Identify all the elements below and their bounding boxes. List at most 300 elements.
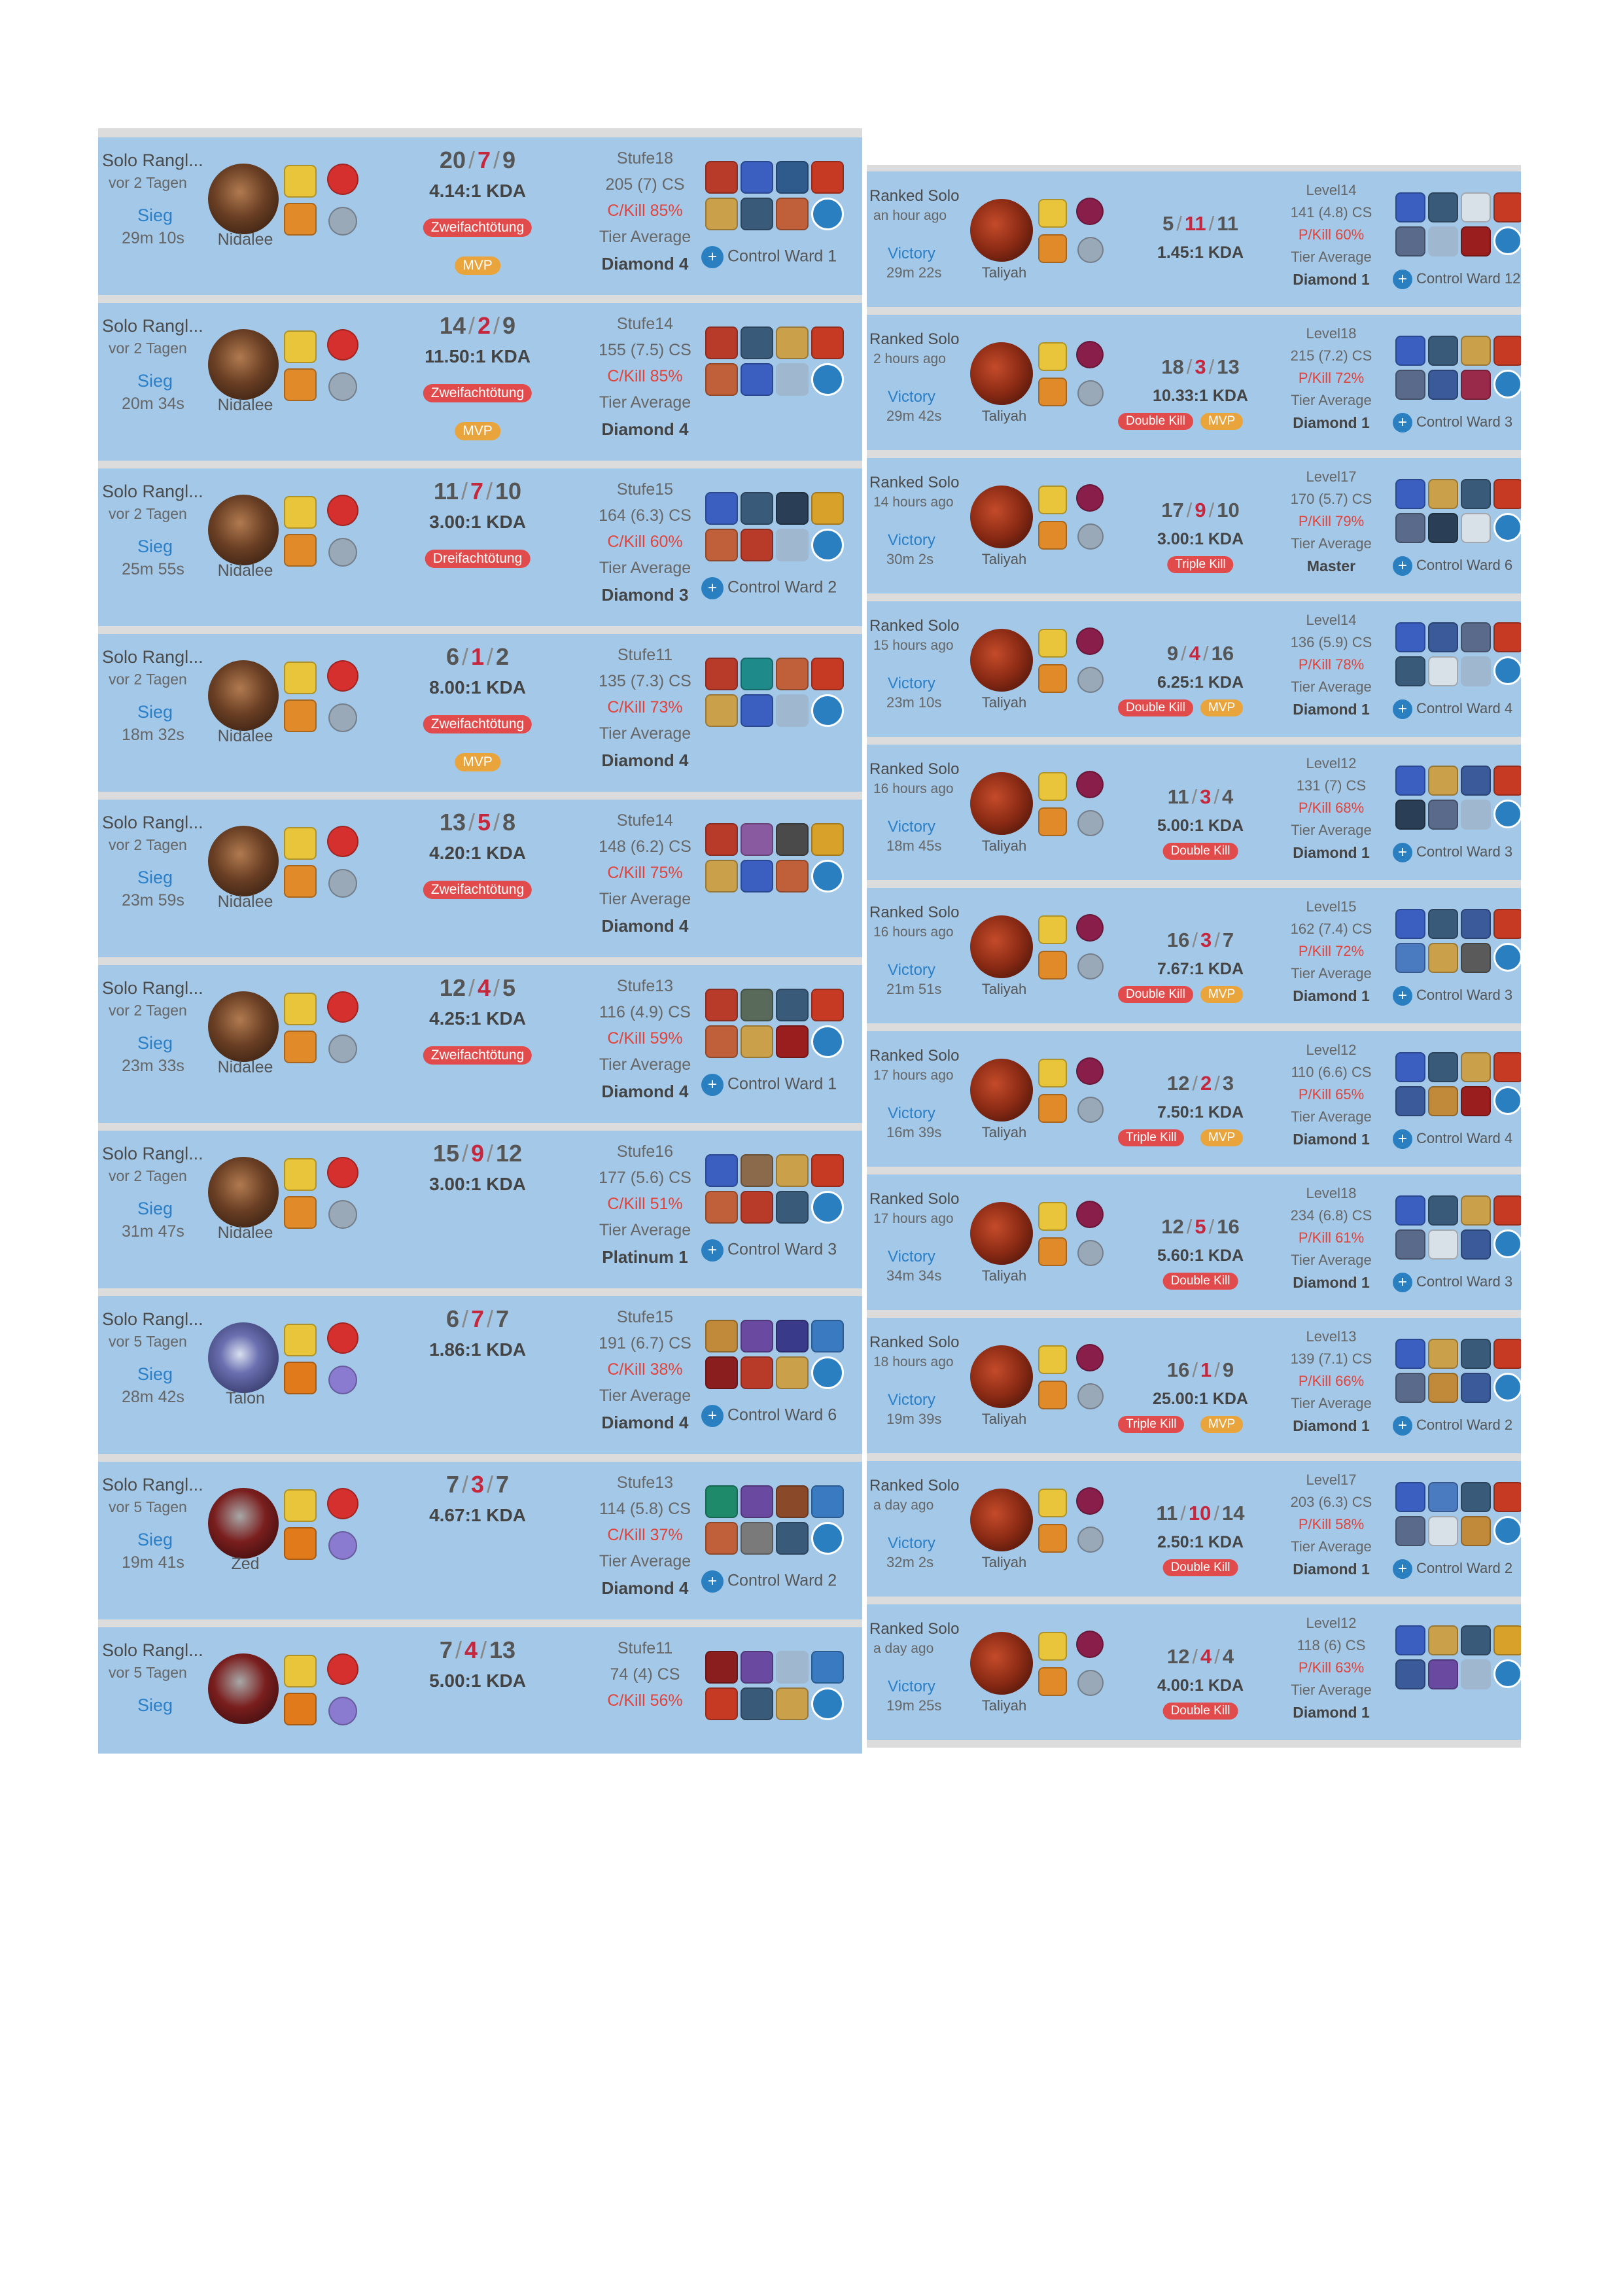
item-icon[interactable]: [811, 1320, 844, 1352]
item-icon[interactable]: [741, 198, 773, 230]
ward-icon: +: [701, 1239, 724, 1262]
trinket-ward-icon[interactable]: [811, 1191, 844, 1224]
time-ago: vor 2 Tagen: [109, 836, 187, 853]
champion-portrait[interactable]: [970, 1202, 1033, 1265]
match-duration: 19m 25s: [886, 1697, 942, 1714]
champion-level: Level17: [1306, 1472, 1357, 1488]
champion-level: Stufe15: [616, 1308, 674, 1326]
item-icon[interactable]: [705, 363, 738, 396]
trinket-ward-icon[interactable]: [811, 860, 844, 892]
item-icon[interactable]: [705, 1191, 738, 1224]
trinket-ward-icon[interactable]: [811, 1356, 844, 1389]
champion-portrait[interactable]: [208, 1157, 279, 1227]
multikill-badge: Dreifachtötung: [425, 550, 531, 568]
item-icon[interactable]: [1428, 479, 1458, 509]
item-icon[interactable]: [1461, 943, 1491, 973]
summoner-spell-icon: [1076, 771, 1104, 798]
kda-ratio: 4.00:1 KDA: [1157, 1676, 1244, 1695]
champion-portrait[interactable]: [208, 660, 279, 731]
time-ago: vor 2 Tagen: [109, 174, 187, 191]
trinket-ward-icon[interactable]: [811, 1025, 844, 1058]
item-icon[interactable]: [1461, 1195, 1491, 1226]
item-icon[interactable]: [1395, 622, 1425, 652]
tier-average-label: Tier Average: [1291, 822, 1372, 838]
item-icon[interactable]: [1493, 622, 1521, 652]
kda-separator: /: [1192, 1072, 1198, 1095]
item-icon[interactable]: [705, 860, 738, 892]
champion-portrait[interactable]: [208, 1488, 279, 1559]
tier-average: Platinum 1: [602, 1247, 688, 1267]
item-icon[interactable]: [1461, 1339, 1491, 1369]
queue-type: Ranked Solo: [869, 904, 960, 921]
item-icon[interactable]: [1428, 1659, 1458, 1689]
item-icon[interactable]: [1428, 1482, 1458, 1512]
queue-type: Solo Rangl...: [102, 978, 203, 998]
secondary-rune-icon: [1038, 1381, 1067, 1409]
item-icon[interactable]: [705, 1687, 738, 1720]
item-icon[interactable]: [1461, 370, 1491, 400]
match-card[interactable]: [867, 1461, 1521, 1604]
item-icon[interactable]: [1461, 192, 1491, 222]
kda-separator: /: [1192, 928, 1198, 951]
item-icon[interactable]: [741, 492, 773, 525]
item-icon[interactable]: [1395, 226, 1425, 256]
match-card[interactable]: [98, 1627, 862, 1754]
item-icon[interactable]: [741, 1522, 773, 1555]
keystone-rune-icon: [1038, 772, 1067, 801]
item-icon[interactable]: [1395, 909, 1425, 939]
trinket-ward-icon[interactable]: [1493, 1229, 1521, 1258]
item-icon[interactable]: [1493, 336, 1521, 366]
item-icon[interactable]: [1428, 192, 1458, 222]
item-icon[interactable]: [705, 198, 738, 230]
item-icon[interactable]: [1395, 1516, 1425, 1546]
trinket-ward-icon[interactable]: [811, 198, 844, 230]
item-icon[interactable]: [741, 1356, 773, 1389]
creep-score: 205 (7) CS: [605, 175, 685, 194]
kills: 15: [432, 1140, 459, 1167]
item-icon[interactable]: [1461, 1482, 1491, 1512]
item-icon[interactable]: [776, 860, 809, 892]
item-icon[interactable]: [705, 1025, 738, 1058]
item-icon[interactable]: [741, 1687, 773, 1720]
item-icon[interactable]: [1428, 1086, 1458, 1116]
trinket-ward-icon[interactable]: [811, 1687, 844, 1720]
time-ago: vor 2 Tagen: [109, 1002, 187, 1019]
item-icon[interactable]: [1493, 909, 1521, 939]
item-icon[interactable]: [1428, 943, 1458, 973]
item-icon[interactable]: [1395, 766, 1425, 796]
item-icon[interactable]: [1395, 800, 1425, 830]
keystone-rune-icon: [1038, 1489, 1067, 1517]
kda-ratio: 3.00:1 KDA: [429, 512, 526, 532]
item-icon[interactable]: [1461, 1052, 1491, 1082]
item-icon[interactable]: [1395, 1195, 1425, 1226]
mvp-badge: MVP: [1200, 699, 1243, 716]
item-icon[interactable]: [1428, 656, 1458, 686]
item-icon[interactable]: [1395, 192, 1425, 222]
item-icon[interactable]: [705, 492, 738, 525]
creep-score: 162 (7.4) CS: [1290, 921, 1372, 937]
deaths: 7: [477, 147, 491, 173]
item-icon[interactable]: [705, 1320, 738, 1352]
item-icon[interactable]: [1493, 1195, 1521, 1226]
control-ward-count: [1393, 1273, 1512, 1292]
champion-portrait[interactable]: [208, 329, 279, 400]
trinket-ward-icon[interactable]: [811, 1522, 844, 1555]
kda-separator: /: [1214, 1358, 1220, 1381]
item-icon[interactable]: [741, 327, 773, 359]
item-icon[interactable]: [705, 1356, 738, 1389]
match-card[interactable]: [867, 1174, 1521, 1318]
trinket-ward-icon[interactable]: [1493, 656, 1521, 685]
empty-item-slot[interactable]: [1461, 656, 1491, 686]
item-icon[interactable]: [776, 1191, 809, 1224]
empty-item-slot[interactable]: [776, 1651, 809, 1684]
match-card[interactable]: [98, 1131, 862, 1296]
item-icon[interactable]: [811, 492, 844, 525]
empty-item-slot[interactable]: [776, 363, 809, 396]
item-icon[interactable]: [811, 1154, 844, 1187]
match-card[interactable]: [867, 171, 1521, 315]
match-result: Sieg: [137, 868, 173, 887]
queue-type: Solo Rangl...: [102, 647, 203, 667]
match-card[interactable]: [867, 745, 1521, 888]
empty-item-slot[interactable]: [776, 694, 809, 727]
item-icon[interactable]: [1395, 1086, 1425, 1116]
item-icon[interactable]: [1461, 336, 1491, 366]
item-icon[interactable]: [741, 1320, 773, 1352]
multikill-badge: Zweifachtötung: [423, 715, 532, 733]
match-card[interactable]: [98, 965, 862, 1131]
trinket-ward-icon[interactable]: [1493, 513, 1521, 542]
champion-portrait[interactable]: [208, 1653, 279, 1724]
champion-portrait[interactable]: [208, 164, 279, 234]
tier-average-label: Tier Average: [599, 1552, 691, 1570]
item-icon[interactable]: [1493, 1482, 1521, 1512]
queue-type: Ranked Solo: [869, 1477, 960, 1494]
champion-portrait[interactable]: [970, 1059, 1033, 1122]
kda-ratio: 1.86:1 KDA: [429, 1339, 526, 1360]
ward-text: Control Ward 3: [1416, 413, 1513, 430]
match-card[interactable]: [98, 137, 862, 303]
champion-name: Taliyah: [981, 1697, 1027, 1714]
item-icon[interactable]: [1395, 1339, 1425, 1369]
kda-ratio: 4.14:1 KDA: [429, 181, 526, 201]
assists: 4: [1222, 1645, 1234, 1668]
secondary-rune-icon: [284, 1196, 317, 1229]
item-icon[interactable]: [1428, 370, 1458, 400]
ward-text: Control Ward 3: [1416, 843, 1513, 860]
match-card[interactable]: [867, 1318, 1521, 1461]
item-icon[interactable]: [776, 658, 809, 690]
item-icon[interactable]: [741, 860, 773, 892]
item-icon[interactable]: [741, 363, 773, 396]
item-icon[interactable]: [1428, 622, 1458, 652]
item-icon[interactable]: [741, 529, 773, 561]
keystone-rune-icon: [284, 330, 317, 363]
match-card[interactable]: [867, 1604, 1521, 1748]
secondary-spell-icon: [328, 869, 357, 898]
item-icon[interactable]: [1428, 1229, 1458, 1260]
match-result: Victory: [888, 531, 935, 549]
item-icon[interactable]: [1395, 336, 1425, 366]
secondary-spell-icon: [328, 703, 357, 732]
item-icon[interactable]: [1395, 1482, 1425, 1512]
kda-ratio: 8.00:1 KDA: [429, 677, 526, 698]
item-icon[interactable]: [1395, 1659, 1425, 1689]
trinket-ward-icon[interactable]: [1493, 1086, 1521, 1115]
item-icon[interactable]: [776, 989, 809, 1021]
item-icon[interactable]: [1395, 656, 1425, 686]
item-icon[interactable]: [811, 161, 844, 194]
item-icon[interactable]: [1428, 1625, 1458, 1655]
item-icon[interactable]: [1493, 1339, 1521, 1369]
item-icon[interactable]: [811, 823, 844, 856]
item-icon[interactable]: [1428, 1052, 1458, 1082]
item-icon[interactable]: [1395, 370, 1425, 400]
trinket-ward-icon[interactable]: [811, 529, 844, 561]
item-icon[interactable]: [1493, 479, 1521, 509]
item-icon[interactable]: [1461, 1516, 1491, 1546]
ward-text: Control Ward 3: [727, 1240, 837, 1259]
champion-level: Stufe18: [616, 149, 674, 168]
secondary-rune-icon: [284, 534, 317, 567]
item-icon[interactable]: [1461, 909, 1491, 939]
item-icon[interactable]: [705, 989, 738, 1021]
item-icon[interactable]: [776, 1320, 809, 1352]
item-icon[interactable]: [776, 823, 809, 856]
summoner-spell-icon: [327, 1653, 358, 1685]
match-duration: 29m 10s: [122, 229, 184, 247]
item-icon[interactable]: [705, 1522, 738, 1555]
summoner-spell-icon: [1076, 198, 1104, 225]
item-icon[interactable]: [1428, 766, 1458, 796]
item-icon[interactable]: [1461, 1086, 1491, 1116]
item-icon[interactable]: [1461, 1625, 1491, 1655]
tier-average-label: Tier Average: [1291, 965, 1372, 981]
summoner-spell-icon: [327, 1322, 358, 1354]
item-icon[interactable]: [741, 694, 773, 727]
item-icon[interactable]: [1428, 1516, 1458, 1546]
match-card[interactable]: [98, 303, 862, 468]
item-icon[interactable]: [1461, 479, 1491, 509]
item-icon[interactable]: [705, 529, 738, 561]
item-icon[interactable]: [776, 1485, 809, 1518]
summoner-spell-icon: [1076, 914, 1104, 942]
item-icon[interactable]: [741, 1154, 773, 1187]
trinket-ward-icon[interactable]: [1493, 1516, 1521, 1545]
match-result: Sieg: [137, 205, 173, 225]
tier-average: Diamond 1: [1293, 1561, 1370, 1578]
champion-portrait[interactable]: [970, 1632, 1033, 1695]
kda-ratio: 1.45:1 KDA: [1157, 243, 1244, 262]
match-card[interactable]: [867, 601, 1521, 745]
trinket-ward-icon[interactable]: [1493, 1659, 1521, 1688]
ward-text: Control Ward 2: [1416, 1559, 1513, 1576]
item-icon[interactable]: [776, 1687, 809, 1720]
trinket-ward-icon[interactable]: [811, 363, 844, 396]
tier-average-label: Tier Average: [599, 393, 691, 412]
trinket-ward-icon[interactable]: [811, 694, 844, 727]
item-icon[interactable]: [741, 1191, 773, 1224]
match-card[interactable]: [867, 888, 1521, 1031]
item-icon[interactable]: [1461, 226, 1491, 256]
trinket-ward-icon[interactable]: [1493, 943, 1521, 972]
champion-portrait[interactable]: [970, 1345, 1033, 1408]
match-duration: 16m 39s: [886, 1124, 942, 1140]
champion-portrait[interactable]: [208, 495, 279, 565]
match-card[interactable]: [98, 1462, 862, 1627]
item-icon[interactable]: [705, 327, 738, 359]
champion-portrait[interactable]: [970, 915, 1033, 978]
item-icon[interactable]: [776, 492, 809, 525]
time-ago: a day ago: [873, 1498, 934, 1513]
item-icon[interactable]: [811, 327, 844, 359]
match-card[interactable]: [867, 1031, 1521, 1174]
kda-separator: /: [1181, 642, 1187, 665]
item-icon[interactable]: [705, 161, 738, 194]
item-icon[interactable]: [776, 1025, 809, 1058]
item-icon[interactable]: [811, 989, 844, 1021]
champion-level: Stufe16: [616, 1142, 674, 1161]
item-icon[interactable]: [741, 1025, 773, 1058]
item-icon[interactable]: [1428, 1339, 1458, 1369]
match-card[interactable]: [867, 458, 1521, 601]
item-icon[interactable]: [1395, 1373, 1425, 1403]
deaths: 3: [1195, 355, 1206, 378]
item-icon[interactable]: [776, 198, 809, 230]
item-icon[interactable]: [1428, 1373, 1458, 1403]
champion-name: Nidalee: [217, 1224, 273, 1242]
item-icon[interactable]: [705, 1154, 738, 1187]
item-icon[interactable]: [1428, 336, 1458, 366]
item-icon[interactable]: [1461, 513, 1491, 543]
queue-type: Solo Rangl...: [102, 813, 203, 832]
item-icon[interactable]: [776, 1522, 809, 1555]
item-icon[interactable]: [741, 989, 773, 1021]
item-icon[interactable]: [741, 161, 773, 194]
item-icon[interactable]: [1395, 513, 1425, 543]
kda-score: [1115, 785, 1285, 809]
item-icon[interactable]: [741, 1485, 773, 1518]
trinket-ward-icon[interactable]: [1493, 226, 1521, 255]
item-icon[interactable]: [705, 823, 738, 856]
item-icon[interactable]: [1395, 479, 1425, 509]
item-icon[interactable]: [1428, 513, 1458, 543]
match-result: Victory: [888, 1248, 935, 1265]
time-ago: vor 2 Tagen: [109, 1167, 187, 1184]
item-icon[interactable]: [776, 327, 809, 359]
champion-portrait[interactable]: [208, 991, 279, 1062]
item-icon[interactable]: [741, 1651, 773, 1684]
match-card[interactable]: [867, 315, 1521, 458]
item-icon[interactable]: [811, 1485, 844, 1518]
kda-separator: /: [1186, 355, 1193, 378]
empty-item-slot[interactable]: [1461, 1659, 1491, 1689]
match-card[interactable]: [98, 634, 862, 800]
ward-icon: +: [1393, 270, 1412, 289]
secondary-spell-icon: [1077, 380, 1104, 406]
item-icon[interactable]: [1461, 1229, 1491, 1260]
item-icon[interactable]: [1428, 909, 1458, 939]
item-icon[interactable]: [705, 694, 738, 727]
item-icon[interactable]: [776, 1356, 809, 1389]
tier-average-label: Tier Average: [599, 724, 691, 743]
item-icon[interactable]: [776, 1154, 809, 1187]
queue-type: Ranked Solo: [869, 760, 960, 778]
champion-portrait[interactable]: [970, 1489, 1033, 1551]
kills: 6: [445, 1305, 459, 1332]
item-icon[interactable]: [1428, 800, 1458, 830]
champion-portrait[interactable]: [208, 1322, 279, 1393]
match-card[interactable]: [98, 800, 862, 965]
item-icon[interactable]: [1493, 192, 1521, 222]
empty-item-slot[interactable]: [1428, 226, 1458, 256]
item-icon[interactable]: [1395, 1229, 1425, 1260]
item-icon[interactable]: [741, 823, 773, 856]
tier-average-label: Tier Average: [1291, 392, 1372, 408]
trinket-ward-icon[interactable]: [1493, 800, 1521, 828]
match-card[interactable]: [98, 1296, 862, 1462]
kda-separator: /: [461, 478, 468, 504]
champion-portrait[interactable]: [970, 486, 1033, 548]
item-icon[interactable]: [741, 658, 773, 690]
empty-item-slot[interactable]: [1461, 800, 1491, 830]
item-icon[interactable]: [1461, 766, 1491, 796]
kills: 12: [439, 974, 466, 1001]
multikill-badge: Triple Kill: [1118, 1416, 1184, 1433]
item-icon[interactable]: [1461, 622, 1491, 652]
match-result: Victory: [888, 961, 935, 979]
secondary-rune-icon: [284, 1031, 317, 1063]
creep-score: 110 (6.6) CS: [1291, 1064, 1372, 1080]
champion-portrait[interactable]: [970, 199, 1033, 262]
item-icon[interactable]: [705, 658, 738, 690]
empty-item-slot[interactable]: [776, 529, 809, 561]
summoner-spell-icon: [327, 1488, 358, 1519]
summoner-spell-icon: [1076, 1057, 1104, 1085]
item-icon[interactable]: [1461, 1373, 1491, 1403]
item-icon[interactable]: [1428, 1195, 1458, 1226]
match-card[interactable]: [98, 468, 862, 634]
champion-level: Level14: [1306, 182, 1357, 198]
trinket-ward-icon[interactable]: [1493, 1373, 1521, 1402]
item-icon[interactable]: [1395, 943, 1425, 973]
champion-portrait[interactable]: [208, 826, 279, 896]
item-icon[interactable]: [705, 1485, 738, 1518]
champion-portrait[interactable]: [970, 342, 1033, 405]
item-icon[interactable]: [811, 658, 844, 690]
assists: 13: [1217, 355, 1240, 378]
item-icon[interactable]: [1493, 766, 1521, 796]
item-icon[interactable]: [1493, 1625, 1521, 1655]
kda-separator: /: [1208, 355, 1215, 378]
item-icon[interactable]: [1493, 1052, 1521, 1082]
item-icon[interactable]: [1395, 1625, 1425, 1655]
assists: 7: [1222, 928, 1234, 951]
item-icon[interactable]: [811, 1651, 844, 1684]
kda-separator: /: [1203, 642, 1209, 665]
mvp-badge: MVP: [455, 256, 500, 275]
champion-portrait[interactable]: [970, 772, 1033, 835]
item-icon[interactable]: [776, 161, 809, 194]
champion-portrait[interactable]: [970, 629, 1033, 692]
trinket-ward-icon[interactable]: [1493, 370, 1521, 398]
item-icon[interactable]: [1395, 1052, 1425, 1082]
item-icon[interactable]: [705, 1651, 738, 1684]
kills: 11: [1167, 785, 1189, 808]
